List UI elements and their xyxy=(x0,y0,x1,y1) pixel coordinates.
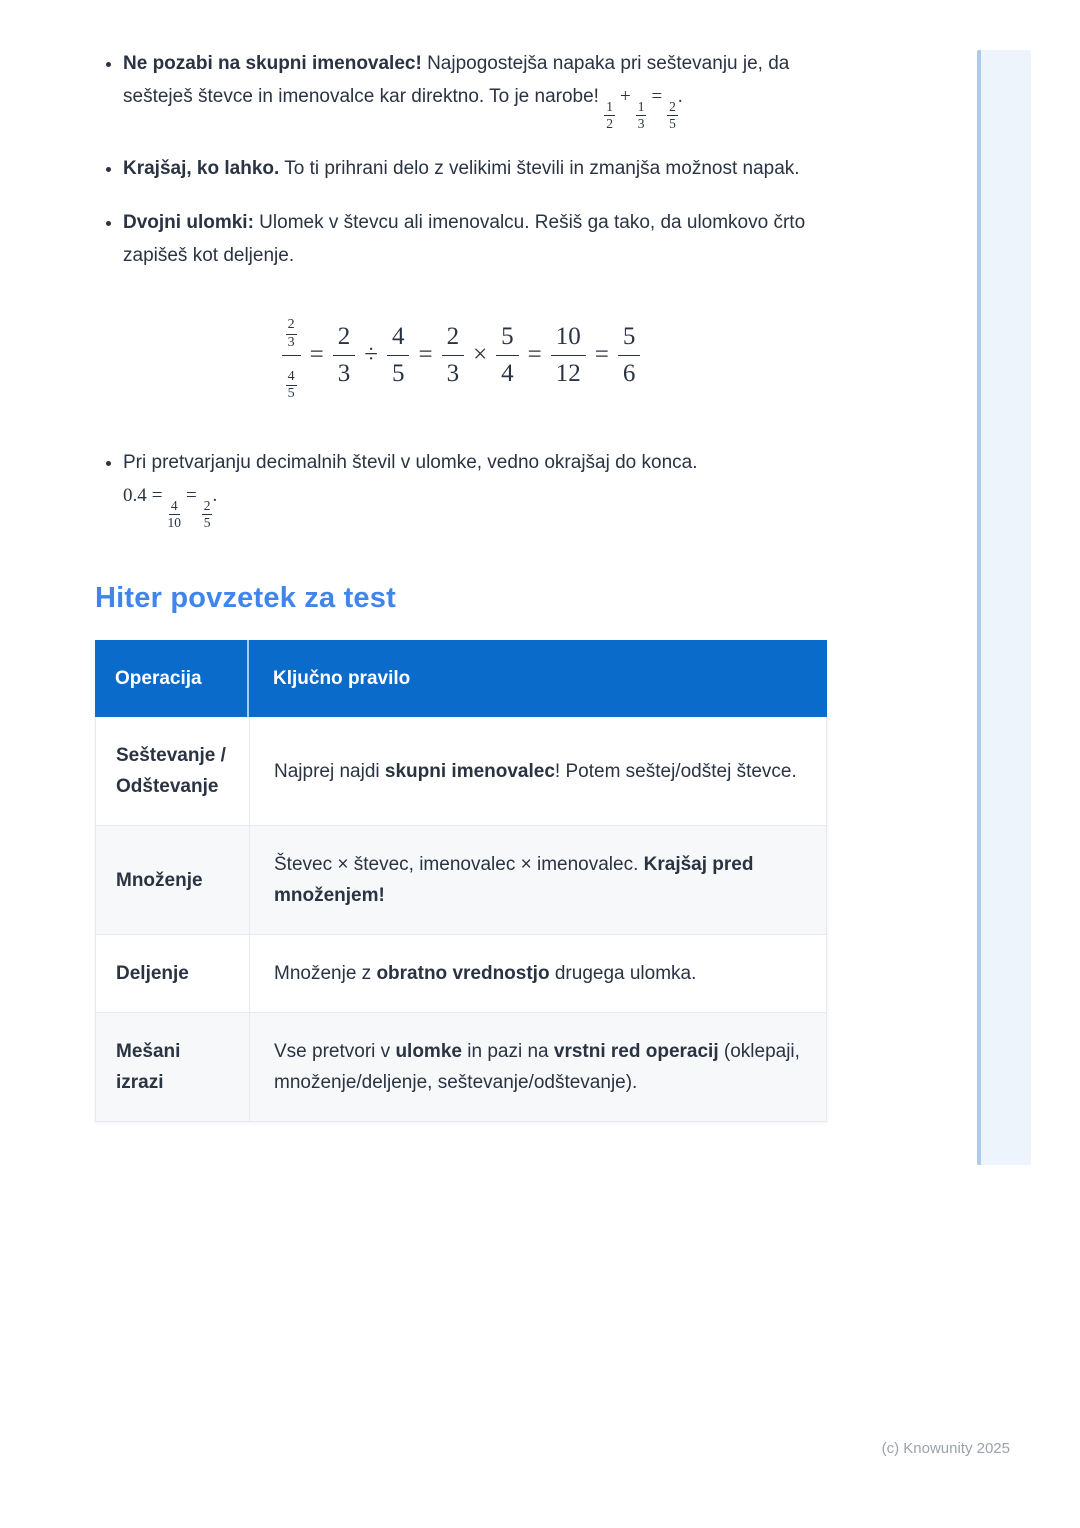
fraction: $\frac{2}{3}$ xyxy=(442,323,465,387)
list-item xyxy=(123,206,827,272)
rule-cell: Vse pretvori v ulomke in pazi na vrstni red operacij (oklepaji, množenje/deljenje, seštevanje/odštevanje). xyxy=(274,1041,800,1094)
table-row xyxy=(96,717,826,825)
operation-cell: Mešani izrazi xyxy=(96,1013,250,1121)
document-content xyxy=(95,47,827,1122)
decimal-tip-list xyxy=(95,446,827,530)
table-header-operation: Operacija xyxy=(95,640,249,717)
fraction: $\frac{4}{10}$ xyxy=(167,498,181,531)
tip-body: To ti prihrani delo z velikimi števili in zmanjša možnost napak. xyxy=(279,158,800,180)
fraction: $\frac{4}{5}$ xyxy=(387,323,410,387)
division-sign: ÷ xyxy=(364,341,378,369)
tip-lead: Ne pozabi na skupni imenovalec! xyxy=(123,53,422,74)
rule-cell: Števec × števec, imenovalec × imenovalec. Krajšaj pred množenjem! xyxy=(274,854,754,907)
rule-cell: Množenje z obratno vrednostjo drugega ulomka. xyxy=(274,963,697,985)
table-body xyxy=(96,717,826,1121)
inline-decimal-equation: 0.4 = $\frac{4}{10}$ = $\frac{2}{5}$ . xyxy=(123,485,218,531)
fraction: $\frac{5}{6}$ xyxy=(618,323,641,387)
table-row xyxy=(96,825,826,934)
list-item xyxy=(123,152,827,185)
table-row xyxy=(96,934,826,1012)
fraction: $\frac{1}{2}$ xyxy=(606,99,613,132)
list-item xyxy=(123,47,827,131)
rule-cell: Najprej najdi skupni imenovalec! Potem seštej/odštej števce. xyxy=(274,760,797,782)
copyright-note: (c) Knowunity 2025 xyxy=(881,1440,1010,1457)
tip-body: Ulomek v števcu ali imenovalcu. Rešiš ga tako, da ulomkovo črto zapišeš kot deljenje. xyxy=(123,212,806,267)
equals-sign: = xyxy=(594,341,609,369)
tip-lead: Krajšaj, ko lahko. xyxy=(123,158,280,180)
multiplication-sign: × xyxy=(473,341,488,369)
tips-list xyxy=(95,47,827,272)
fraction: $\frac{1}{3}$ xyxy=(637,99,645,132)
tip-body: Najpogostejša napaka pri seštevanju je, da sešteješ števce in imenovalce kar direktno. To je narobe! xyxy=(123,53,790,107)
table-row xyxy=(96,1012,826,1121)
fraction: $\frac{2}{5}$ xyxy=(203,498,211,531)
equals-sign: = xyxy=(527,341,542,369)
nested-fraction xyxy=(282,308,301,402)
inline-fraction-equation: $\frac{1}{2}$ + $\frac{1}{3}$ = $\frac{2}{5}$ . xyxy=(606,86,683,132)
tip-lead: Dvojni ulomki: xyxy=(123,212,254,234)
operation-cell: Deljenje xyxy=(96,935,250,1012)
list-item xyxy=(123,446,827,530)
summary-table xyxy=(95,640,827,1122)
section-heading: Hiter povzetek za test xyxy=(95,582,396,615)
double-fraction-formula xyxy=(95,308,827,402)
fraction: $\frac{10}{12}$ xyxy=(551,323,586,387)
tip-body: Pri pretvarjanju decimalnih števil v ulomke, vedno okrajšaj do konca. xyxy=(123,452,698,474)
equals-sign: = xyxy=(309,341,324,369)
operation-cell: Množenje xyxy=(96,826,250,934)
table-header-rule: Ključno pravilo xyxy=(273,668,411,690)
fraction: $\frac{2}{5}$ xyxy=(669,99,676,132)
page-edge-highlight-strip xyxy=(977,50,1031,1165)
operation-cell: Seštevanje / Odštevanje xyxy=(96,717,250,825)
fraction: $\frac{2}{3}$ xyxy=(287,317,295,351)
equals-sign: = xyxy=(418,341,433,369)
table-header-row xyxy=(95,640,827,717)
fraction: $\frac{4}{5}$ xyxy=(287,368,295,402)
fraction: $\frac{2}{3}$ xyxy=(333,323,356,387)
fraction: $\frac{5}{4}$ xyxy=(496,323,519,387)
